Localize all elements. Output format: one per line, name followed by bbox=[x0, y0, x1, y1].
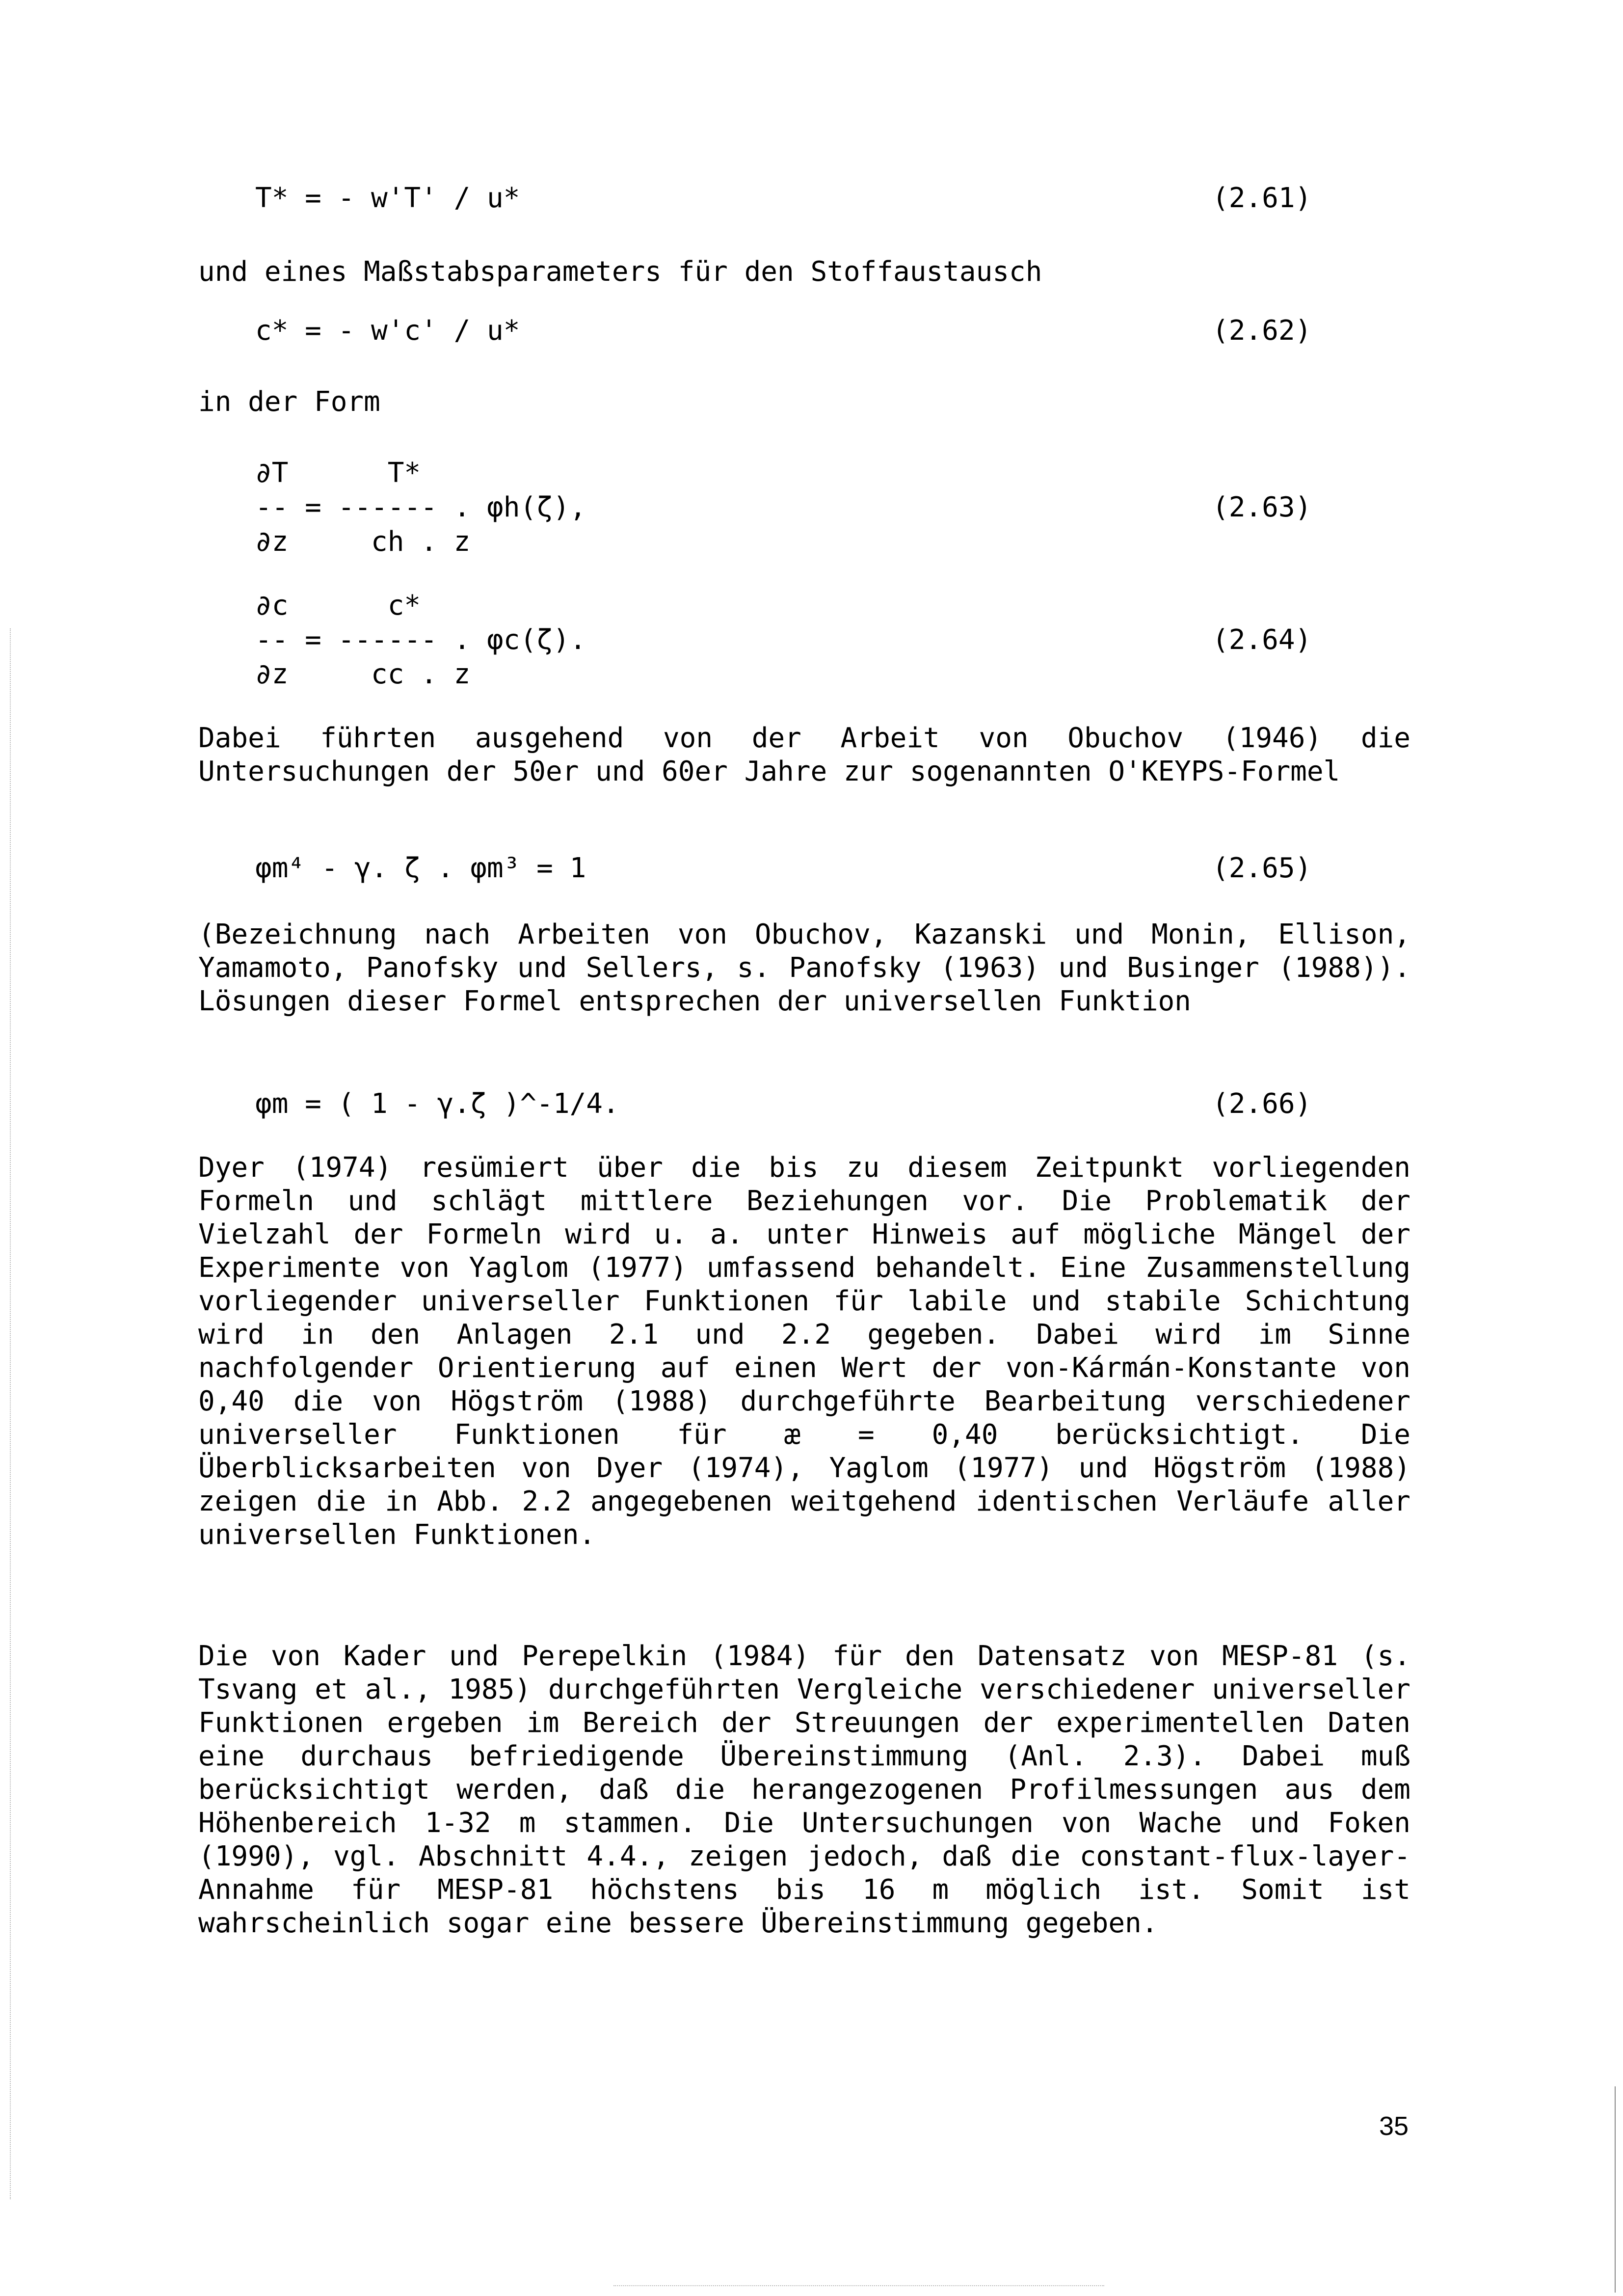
fraction-line: -- = ------ . φh(ζ), bbox=[255, 491, 586, 523]
fraction-denominator: ∂z cc . z bbox=[255, 658, 471, 690]
equation-number: (2.66) bbox=[1212, 1088, 1312, 1120]
equation-number: (2.63) bbox=[1212, 491, 1312, 523]
equation-body: T* = - w'T' / u* bbox=[255, 182, 520, 214]
scan-margin-artifact bbox=[10, 628, 13, 2199]
equation-body: c* = - w'c' / u* bbox=[255, 315, 520, 347]
equation-number: (2.61) bbox=[1212, 182, 1312, 214]
paragraph: Die von Kader und Perepelkin (1984) für den Datensatz von MESP-81 (s. Tsvang et al., 1985) durchgeführten Vergleiche verschiedener universeller Funktionen ergeben im Bereich der Streuungen der experimentellen Daten eine durchaus befriedigende Übereinstimmung (Anl. 2.3). Dabei muß berücksichtigt werden, daß die herangezogenen Profilmessungen aus dem Höhenbereich 1-32 m stammen. Die Untersuchungen von Wache und Foken (1990), vgl. Abschnitt 4.4., zeigen jedoch, daß die constant-flux-layer-Annahme für MESP-81 höchstens bis 16 m möglich ist. Somit ist wahrscheinlich sogar eine bessere Übereinstimmung gegeben. bbox=[198, 1640, 1410, 1939]
fraction-numerator: ∂T T* bbox=[255, 457, 421, 489]
paragraph: in der Form bbox=[198, 386, 380, 418]
fraction-denominator: ∂z ch . z bbox=[255, 526, 471, 558]
fraction-line: -- = ------ . φc(ζ). bbox=[255, 624, 586, 656]
paragraph: (Bezeichnung nach Arbeiten von Obuchov, Kazanski und Monin, Ellison, Yamamoto, Panofsky und Sellers, s. Panofsky (1963) und Businger (1988)). Lösungen dieser Formel entsprechen der universellen Funktion bbox=[198, 918, 1410, 1017]
equation-body: φm⁴ - γ. ζ . φm³ = 1 bbox=[255, 852, 586, 884]
fraction-numerator: ∂c c* bbox=[255, 590, 421, 621]
equation-number: (2.62) bbox=[1212, 315, 1312, 347]
scan-edge-artifact bbox=[1615, 2086, 1616, 2293]
equation-body: φm = ( 1 - γ.ζ )^-1/4. bbox=[255, 1088, 619, 1120]
paragraph: und eines Maßstabsparameters für den Stoffaustausch bbox=[198, 256, 1042, 288]
equation-number: (2.64) bbox=[1212, 624, 1312, 656]
page-number: 35 bbox=[1379, 2111, 1409, 2141]
paragraph: Dyer (1974) resümiert über die bis zu diesem Zeitpunkt vorliegenden Formeln und schlägt mittlere Beziehungen vor. Die Problematik der Vielzahl der Formeln wird u. a. unter Hinweis auf mögliche Mängel der Experimente von Yaglom (1977) umfassend behandelt. Eine Zusammenstellung vorliegender universeller Funktionen für labile und stabile Schichtung wird in den Anlagen 2.1 und 2.2 gegeben. Dabei wird im Sinne nachfolgender Orientierung auf einen Wert der von-Kármán-Konstante von 0,40 die von Högström (1988) durchgeführte Bearbeitung verschiedener universeller Funktionen für æ = 0,40 berücksichtigt. Die Überblicksarbeiten von Dyer (1974), Yaglom (1977) und Högström (1988) zeigen die in Abb. 2.2 angegebenen weitgehend identischen Verläufe aller universellen Funktionen. bbox=[198, 1152, 1410, 1551]
paragraph: Dabei führten ausgehend von der Arbeit von Obuchov (1946) die Untersuchungen der 50er und 60er Jahre zur sogenannten O'KEYPS-Formel bbox=[198, 722, 1410, 787]
scan-bottom-artifact bbox=[613, 2285, 1104, 2287]
equation-number: (2.65) bbox=[1212, 852, 1312, 884]
